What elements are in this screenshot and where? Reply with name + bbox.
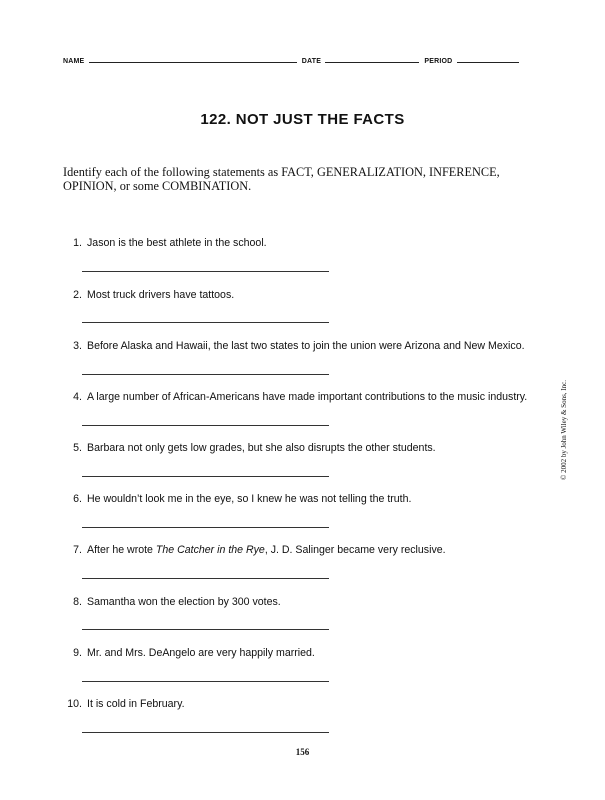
question-item [63, 544, 446, 556]
answer-line[interactable] [82, 271, 329, 272]
question-number: 4. [73, 391, 82, 403]
question-text: Mr. and Mrs. DeAngelo are very happily married. [87, 647, 315, 659]
question-text-start: After he wrote [87, 544, 156, 556]
question-item [63, 698, 185, 710]
question-text-end: , J. D. Salinger became very reclusive. [264, 544, 446, 556]
name-blank-line[interactable] [89, 55, 297, 63]
question-number: 6. [73, 493, 82, 505]
question-item [63, 340, 525, 352]
student-info-header [63, 55, 522, 65]
question-number: 1. [73, 237, 82, 249]
copyright-notice [548, 330, 568, 480]
answer-line[interactable] [82, 629, 329, 630]
period-blank-line[interactable] [457, 55, 519, 63]
copyright-text: © 2002 by John Wiley & Sons, Inc. [560, 380, 568, 480]
question-item [63, 237, 267, 249]
question-number: 5. [73, 442, 82, 454]
answer-line[interactable] [82, 578, 329, 579]
question-text: Barbara not only gets low grades, but she also disrupts the other students. [87, 442, 436, 454]
period-label: PERIOD [424, 58, 453, 65]
question-number: 10. [67, 698, 82, 710]
question-item [63, 391, 527, 403]
question-text: It is cold in February. [87, 698, 185, 710]
name-label: NAME [63, 58, 85, 65]
answer-line[interactable] [82, 374, 329, 375]
worksheet-title: 122. NOT JUST THE FACTS [200, 111, 405, 128]
question-number: 7. [73, 544, 82, 556]
question-number: 8. [73, 596, 82, 608]
question-number: 9. [73, 647, 82, 659]
question-number: 3. [73, 340, 82, 352]
question-number: 2. [73, 289, 82, 301]
question-item [63, 442, 436, 454]
page-number: 156 [295, 747, 310, 757]
answer-line[interactable] [82, 681, 329, 682]
question-text: A large number of African-Americans have made important contributions to the music industry. [87, 391, 528, 403]
question-text: Jason is the best athlete in the school. [87, 237, 267, 249]
answer-line[interactable] [82, 732, 329, 733]
question-item [63, 647, 315, 659]
instructions: Identify each of the following statements as FACT, GENERALIZATION, INFERENCE, OPINION, or some COMBINATION. [63, 165, 500, 193]
answer-line[interactable] [82, 527, 329, 528]
question-text: He wouldn’t look me in the eye, so I knew he was not telling the truth. [87, 493, 412, 505]
question-text: Samantha won the election by 300 votes. [87, 596, 281, 608]
question-text: Most truck drivers have tattoos. [87, 289, 235, 301]
question-item [63, 596, 281, 608]
question-item [63, 289, 234, 301]
book-title: The Catcher in the Rye [155, 544, 265, 556]
answer-line[interactable] [82, 425, 329, 426]
answer-line[interactable] [82, 476, 329, 477]
answer-line[interactable] [82, 322, 329, 323]
question-item [63, 493, 411, 505]
date-blank-line[interactable] [325, 55, 419, 63]
question-text: Before Alaska and Hawaii, the last two states to join the union were Arizona and New Mexico. [87, 340, 525, 352]
date-label: DATE [301, 58, 322, 65]
